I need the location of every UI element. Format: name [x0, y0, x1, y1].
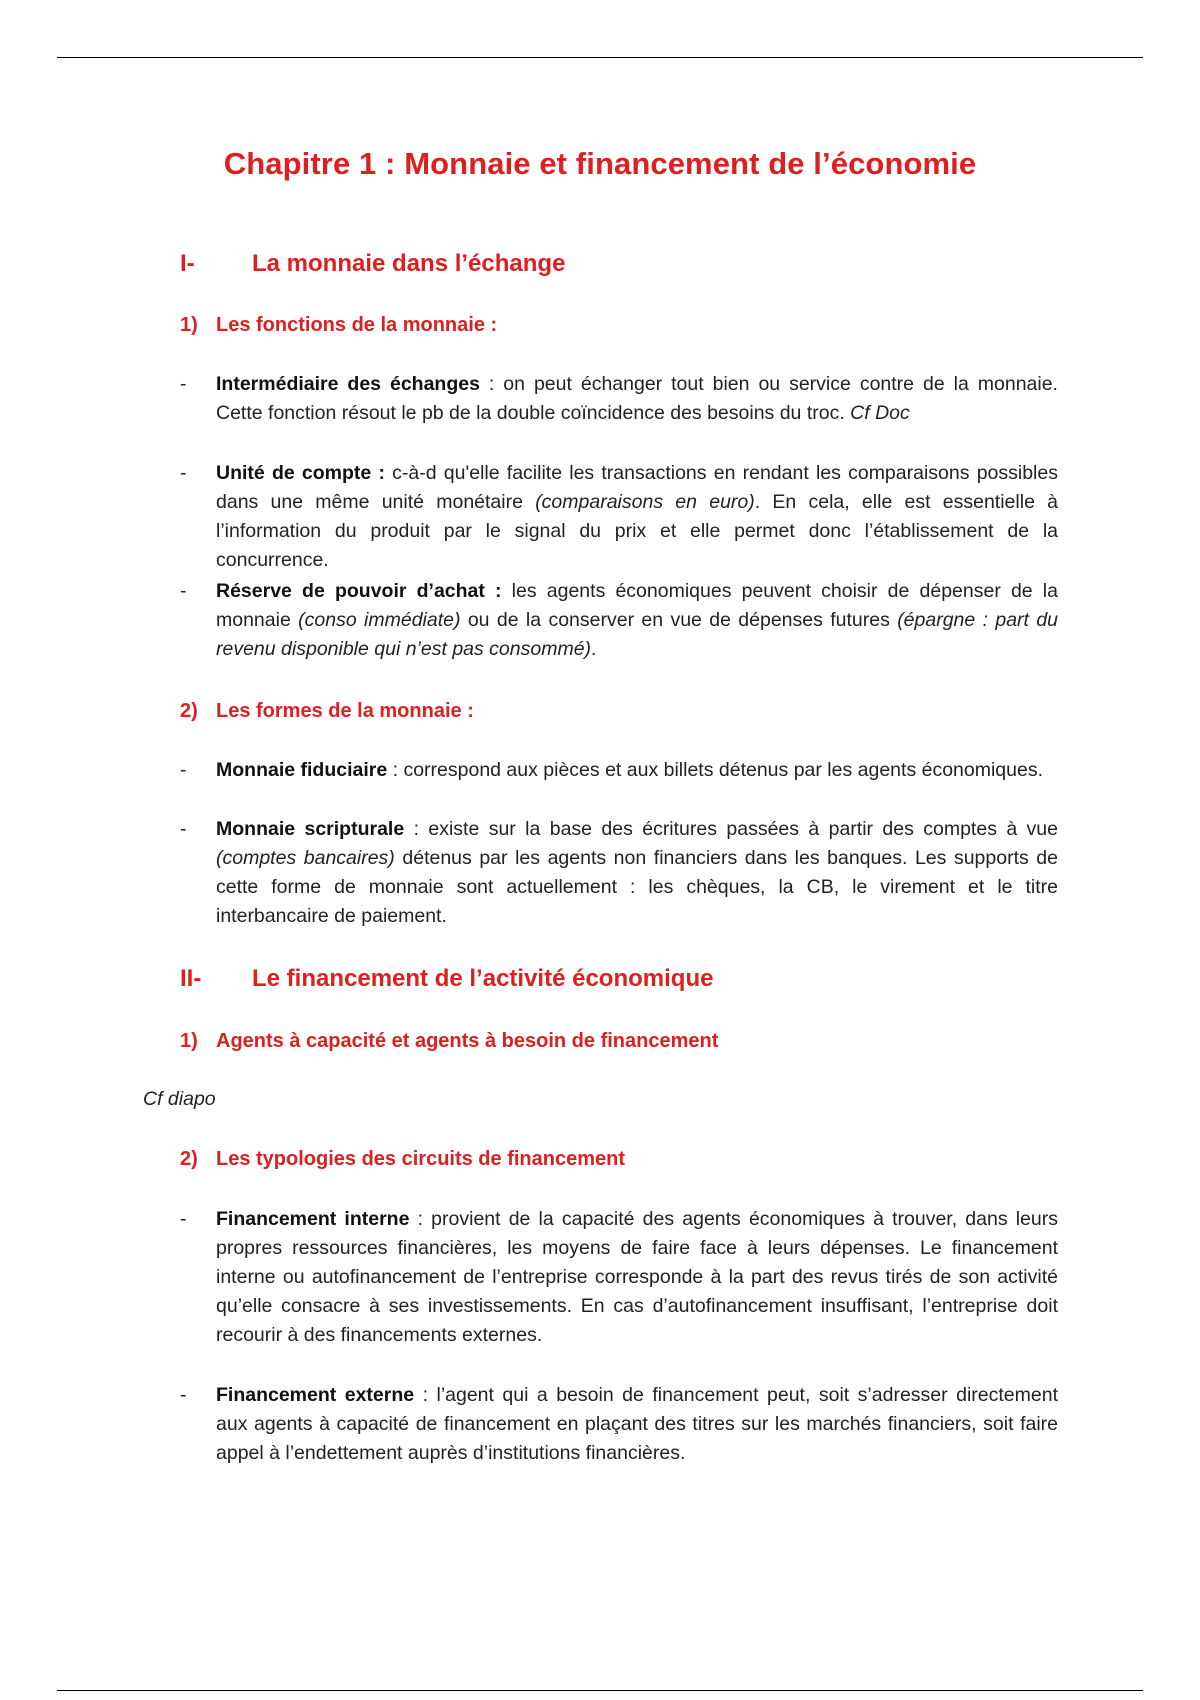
item-text: : l’agent qui a besoin de financement peut, soit s’adresser directement aux agents à capacité de financement en plaçant des titres sur les marchés financiers, soit faire appel à l’endettement auprès d’institutions financières. — [216, 1384, 1058, 1464]
term: Monnaie fiduciaire — [216, 759, 388, 781]
note-cf-diapo: Cf diapo — [143, 1088, 216, 1110]
list-item-financement-externe — [180, 1381, 1058, 1468]
chapter-title: Chapitre 1 : Monnaie et financement de l’économie — [223, 146, 977, 181]
section-1-number: I- — [180, 250, 195, 277]
section-2-heading — [180, 965, 713, 993]
subsection-1-2-heading — [180, 700, 474, 723]
item-text: : existe sur la base des écritures passées à partir des comptes à vue — [404, 818, 1058, 840]
item-text: : provient de la capacité des agents économiques à trouver, dans leurs propres ressources financières, les moyens de faire face à leurs dépenses. Le financement interne ou autofinancement de l’entreprise corresponde à la part des revus tirés de son activité qu’elle consacre à ses investissements. En cas d’autofinancement insuffisant, l’entreprise doit recourir à des financements externes. — [216, 1208, 1058, 1346]
bullet-dash: - — [180, 818, 187, 840]
list-item-monnaie-fiduciaire — [180, 756, 1058, 785]
item-text: : on peut échanger tout bien ou service contre de la monnaie. Cette fonction résout le pb de la double coïncidence des besoins du troc. — [216, 373, 1058, 424]
section-1-title: La monnaie dans l’échange — [252, 250, 566, 277]
list-item-financement-interne — [180, 1205, 1058, 1350]
item-emphasis: Cf Doc — [850, 402, 910, 424]
subsection-title: Les formes de la monnaie : — [216, 700, 474, 722]
subsection-title: Les fonctions de la monnaie : — [216, 314, 498, 336]
item-emphasis: (épargne : part du revenu disponible qui n’est pas consommé) — [216, 609, 1059, 660]
subsection-title: Agents à capacité et agents à besoin de financement — [216, 1030, 719, 1052]
bullet-dash: - — [180, 759, 187, 781]
header-rule — [57, 57, 1143, 58]
list-item-unite-de-compte — [180, 459, 1058, 575]
bullet-dash: - — [180, 580, 187, 602]
section-2-title: Le financement de l’activité économique — [252, 965, 714, 992]
item-text: c-à-d qu'elle facilite les transactions en rendant les comparaisons possibles dans une même unité monétaire — [216, 462, 1058, 513]
bullet-dash: - — [180, 1208, 187, 1230]
term: Financement externe — [216, 1384, 415, 1406]
section-2-number: II- — [180, 965, 202, 992]
term: Financement interne — [216, 1208, 410, 1230]
term: Monnaie scripturale — [216, 818, 405, 840]
item-emphasis: (comptes bancaires) — [216, 847, 395, 869]
item-text: : correspond aux pièces et aux billets détenus par les agents économiques. — [387, 759, 1044, 781]
subsection-2-1-heading — [180, 1030, 718, 1053]
section-1-heading — [180, 250, 565, 278]
item-text: ou de la conserver en vue de dépenses futures — [460, 609, 898, 631]
term: Intermédiaire des échanges — [216, 373, 480, 395]
item-emphasis: (comparaisons en euro) — [535, 491, 755, 513]
list-item-monnaie-scripturale — [180, 815, 1058, 931]
subsection-1-1-heading — [180, 314, 497, 337]
item-text: . — [591, 638, 597, 660]
subsection-2-2-heading — [180, 1148, 625, 1171]
subsection-number: 1) — [180, 1030, 198, 1052]
bullet-dash: - — [180, 373, 187, 395]
subsection-number: 2) — [180, 700, 198, 722]
subsection-title: Les typologies des circuits de financement — [216, 1148, 626, 1170]
term: Unité de compte : — [216, 462, 385, 484]
list-item-intermediaire — [180, 370, 1058, 428]
footer-rule — [57, 1690, 1143, 1691]
subsection-number: 2) — [180, 1148, 198, 1170]
item-text: détenus par les agents non financiers dans les banques. Les supports de cette forme de monnaie sont actuellement : les chèques, la CB, le virement et le titre interbancaire de paiement. — [216, 847, 1058, 927]
item-text: . En cela, elle est essentielle à l’information du produit par le signal du prix et elle permet donc l’établissement de la concurrence. — [216, 491, 1058, 571]
term: Réserve de pouvoir d’achat : — [216, 580, 502, 602]
item-emphasis: (conso immédiate) — [298, 609, 461, 631]
bullet-dash: - — [180, 462, 187, 484]
list-item-reserve-pouvoir-achat — [180, 577, 1058, 664]
bullet-dash: - — [180, 1384, 187, 1406]
item-text: les agents économiques peuvent choisir de dépenser de la monnaie — [216, 580, 1058, 631]
subsection-number: 1) — [180, 314, 198, 336]
